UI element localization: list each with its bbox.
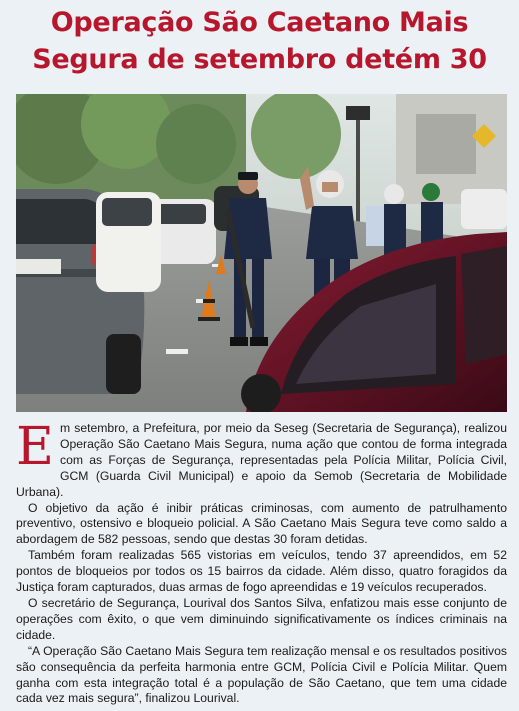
paragraph-1-text: m setembro, a Prefeitura, por meio da Seseg (Secretaria de Segurança), realizou Operação São Caetano Mais Segura, numa ação que contou de forma integrada com as Forças de Segurança, representadas pela Polícia Militar, Polícia Civil, GCM (Guarda Civil Municipal) e apoio da Semob (Secretaria de Mobilidade Urbana). (16, 421, 507, 499)
paragraph-5: “A Operação São Caetano Mais Segura tem realização mensal e os resultados positivos são consequência da perfeita harmonia entre GCM, Polícia Civil e Polícia Militar. Quem ganha com esta integração total é a população de São Caetano, que tem uma cidade cada vez mais segura”, finalizou Lourival. (16, 643, 507, 706)
headline-line-1: Operação São Caetano Mais (50, 7, 469, 38)
article-photo (16, 94, 507, 412)
paragraph-4: O secretário de Segurança, Lourival dos Santos Silva, enfatizou mais esse conjunto de operações com êxito, o que vem diminuindo significativamente os índices criminais na cidade. (16, 595, 507, 642)
drop-cap: E (16, 417, 54, 477)
headline (0, 4, 519, 78)
headline-line-2: Segura de setembro detém 30 (32, 44, 487, 75)
paragraph-1 (16, 417, 507, 501)
paragraph-3: Também foram realizadas 565 vistorias em veículos, tendo 37 apreendidos, em 52 pontos de bloqueios por todos os 15 bairros da cidade. Além disso, quatro foragidos da Justiça foram capturados, duas armas de fogo apreendidas e 19 veículos recuperados. (16, 548, 507, 595)
paragraph-2: O objetivo da ação é inibir práticas criminosas, com aumento de patrulhamento preventivo, ostensivo e bloqueio policial. A São Caetano Mais Segura teve como saldo a abordagem de 582 pessoas, sendo que destas 30 foram detidas. (16, 500, 507, 547)
article-body (16, 417, 507, 707)
